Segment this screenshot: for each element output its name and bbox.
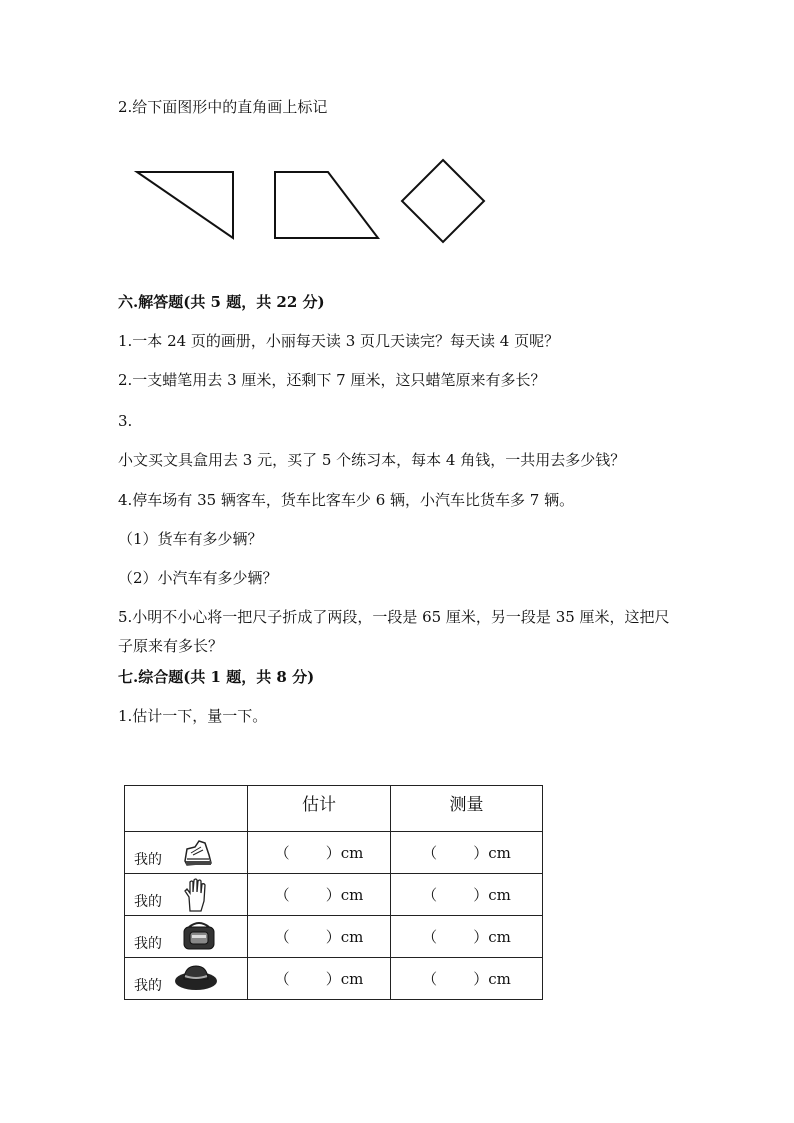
- section6-heading: 六.解答题(共 5 题，共 22 分): [118, 293, 325, 311]
- section7-heading: 七.综合题(共 1 题，共 8 分): [118, 668, 315, 686]
- measure-blank[interactable]: （ ）cm: [391, 916, 543, 958]
- measure-blank[interactable]: （ ）cm: [391, 958, 543, 1000]
- bag-icon: [181, 919, 217, 953]
- estimate-blank[interactable]: （ ）cm: [248, 832, 391, 874]
- estimate-blank[interactable]: （ ）cm: [248, 958, 391, 1000]
- section6-question-1: 1.一本 24 页的画册，小丽每天读 3 页几天读完？每天读 4 页呢？: [118, 332, 560, 350]
- section6-question-4: 4.停车场有 35 辆客车，货车比客车少 6 辆，小汽车比货车多 7 辆。: [118, 491, 575, 509]
- trapezoid-shape: [275, 172, 378, 238]
- table-header-row: [125, 786, 543, 832]
- row-label: 我的: [134, 978, 162, 994]
- section6-question-5: 5.小明不小心将一把尺子折成了两段，一段是 65 厘米，另一段是 35 厘米，这把尺子原来有多长？: [118, 608, 670, 655]
- table-header-estimate: 估计: [248, 786, 391, 832]
- measurement-table: [124, 785, 543, 1000]
- section6-question-4-sub2: （2）小汽车有多少辆？: [118, 569, 278, 587]
- table-header-blank: [125, 786, 248, 832]
- table-row: [125, 874, 543, 916]
- hand-icon: [181, 877, 211, 913]
- measure-blank[interactable]: （ ）cm: [391, 832, 543, 874]
- section7-question-1: 1.估计一下，量一下。: [118, 707, 268, 725]
- section6-question-2: 2.一支蜡笔用去 3 厘米，还剩下 7 厘米，这只蜡笔原来有多长？: [118, 371, 546, 389]
- geometry-figures: [130, 152, 490, 252]
- measure-blank[interactable]: （ ）cm: [391, 874, 543, 916]
- estimate-blank[interactable]: （ ）cm: [248, 874, 391, 916]
- section6-question-4-sub1: （1）货车有多少辆？: [118, 530, 263, 548]
- hat-icon: [173, 961, 219, 993]
- table-row: [125, 916, 543, 958]
- section6-question-3-number: 3.: [118, 412, 133, 430]
- estimate-blank[interactable]: （ ）cm: [248, 916, 391, 958]
- table-header-measure: 测量: [391, 786, 543, 832]
- right-triangle-shape: [137, 172, 233, 238]
- row-label: 我的: [134, 936, 162, 952]
- table-row: [125, 958, 543, 1000]
- section6-question-3: 小文买文具盒用去 3 元，买了 5 个练习本，每本 4 角钱，一共用去多少钱？: [118, 451, 626, 469]
- row-label: 我的: [134, 894, 162, 910]
- shoe-icon: [181, 835, 215, 869]
- question-right-angle: 2.给下面图形中的直角画上标记: [118, 98, 328, 116]
- row-label: 我的: [134, 852, 162, 868]
- table-row: [125, 832, 543, 874]
- square-diamond-shape: [402, 160, 484, 242]
